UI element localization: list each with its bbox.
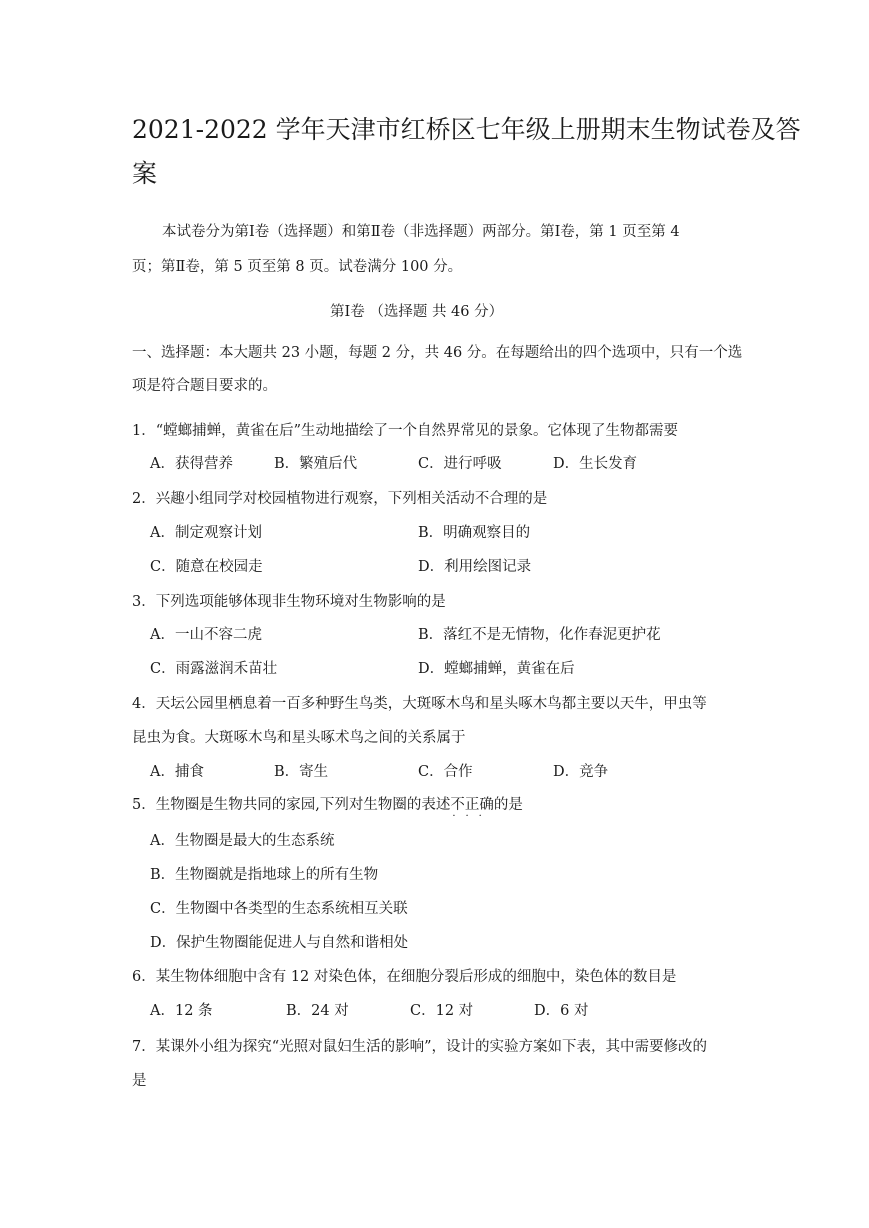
question-6-option-d[interactable]: D．6 对 [534, 1003, 589, 1019]
question-4-stem-line-1: 4．天坛公园里栖息着一百多种野生鸟类，大斑啄木鸟和星头啄木鸟都主要以天牛，甲虫等 [132, 696, 707, 712]
question-2-option-c[interactable]: C．随意在校园走 [150, 559, 263, 575]
question-5-stem-suffix: 的是 [493, 797, 523, 813]
instructions-line-1: 一、选择题：本大题共 23 小题，每题 2 分，共 46 分。在每题给出的四个选项中，只有一个选 [132, 345, 743, 361]
question-2-stem: 2．兴趣小组同学对校园植物进行观察，下列相关活动不合理的是 [132, 491, 548, 507]
question-5-option-c[interactable]: C．生物圈中各类型的生态系统相互关联 [150, 901, 408, 917]
section-title: 第Ⅰ卷 （选择题 共 46 分） [330, 304, 504, 320]
instructions-line-2: 项是符合题目要求的。 [132, 378, 277, 394]
question-4-option-a[interactable]: A．捕食 [150, 764, 204, 780]
question-5-emphasis [450, 795, 494, 822]
question-5-emphasis-text: 不正确 [450, 797, 494, 813]
question-5-option-d[interactable]: D．保护生物圈能促进人与自然和谐相处 [150, 935, 409, 951]
question-3-option-d[interactable]: D．螳螂捕蝉，黄雀在后 [418, 661, 575, 677]
question-6-option-a[interactable]: A．12 条 [150, 1003, 213, 1019]
question-3-option-c[interactable]: C．雨露滋润禾苗壮 [150, 661, 278, 677]
question-2-option-d[interactable]: D．利用绘图记录 [418, 559, 532, 575]
question-4-option-d[interactable]: D．竞争 [553, 764, 609, 780]
question-3-option-b[interactable]: B．落红不是无情物，化作春泥更护花 [418, 627, 661, 643]
question-5-stem-prefix: 5．生物圈是生物共同的家园,下列对生物圈的表述 [132, 797, 451, 813]
question-6-option-b[interactable]: B．24 对 [286, 1003, 349, 1019]
question-1-option-c[interactable]: C．进行呼吸 [418, 456, 502, 472]
intro-line-1: 本试卷分为第Ⅰ卷（选择题）和第Ⅱ卷（非选择题）两部分。第Ⅰ卷，第 1 页至第 4 [162, 224, 680, 240]
question-6-option-c[interactable]: C．12 对 [410, 1003, 474, 1019]
question-2-option-a[interactable]: A．制定观察计划 [150, 525, 262, 541]
intro-line-2: 页；第Ⅱ卷，第 5 页至第 8 页。试卷满分 100 分。 [132, 259, 463, 275]
question-5-option-b[interactable]: B．生物圈就是指地球上的所有生物 [150, 867, 379, 883]
document-title-line-1: 2021-2022 学年天津市红桥区七年级上册期末生物试卷及答 [132, 115, 801, 144]
question-4-option-c[interactable]: C．合作 [418, 764, 473, 780]
question-7-stem-line-2: 是 [132, 1073, 147, 1089]
question-2-option-b[interactable]: B．明确观察目的 [418, 525, 531, 541]
question-7-stem-line-1: 7．某课外小组为探究“光照对鼠妇生活的影响”，设计的实验方案如下表，其中需要修改的 [132, 1039, 708, 1055]
question-1-stem: 1．“螳螂捕蝉，黄雀在后”生动地描绘了一个自然界常见的景象。它体现了生物都需要 [132, 423, 679, 439]
question-6-stem: 6．某生物体细胞中含有 12 对染色体，在细胞分裂后形成的细胞中，染色体的数目是 [132, 969, 677, 985]
question-5-option-a[interactable]: A．生物圈是最大的生态系统 [150, 833, 335, 849]
question-3-stem: 3．下列选项能够体现非生物环境对生物影响的是 [132, 594, 446, 610]
question-4-option-b[interactable]: B．寄生 [274, 764, 329, 780]
question-3-option-a[interactable]: A．一山不容二虎 [150, 627, 262, 643]
question-1-option-b[interactable]: B．繁殖后代 [274, 456, 358, 472]
emphasis-dots-icon: ··· [452, 811, 492, 822]
question-1-option-d[interactable]: D．生长发育 [553, 456, 638, 472]
question-1-option-a[interactable]: A．获得营养 [150, 456, 233, 472]
question-4-stem-line-2: 昆虫为食。大斑啄木鸟和星头啄术鸟之间的关系属于 [132, 730, 466, 746]
document-title-line-2: 案 [132, 159, 158, 188]
question-5-stem [132, 795, 523, 822]
